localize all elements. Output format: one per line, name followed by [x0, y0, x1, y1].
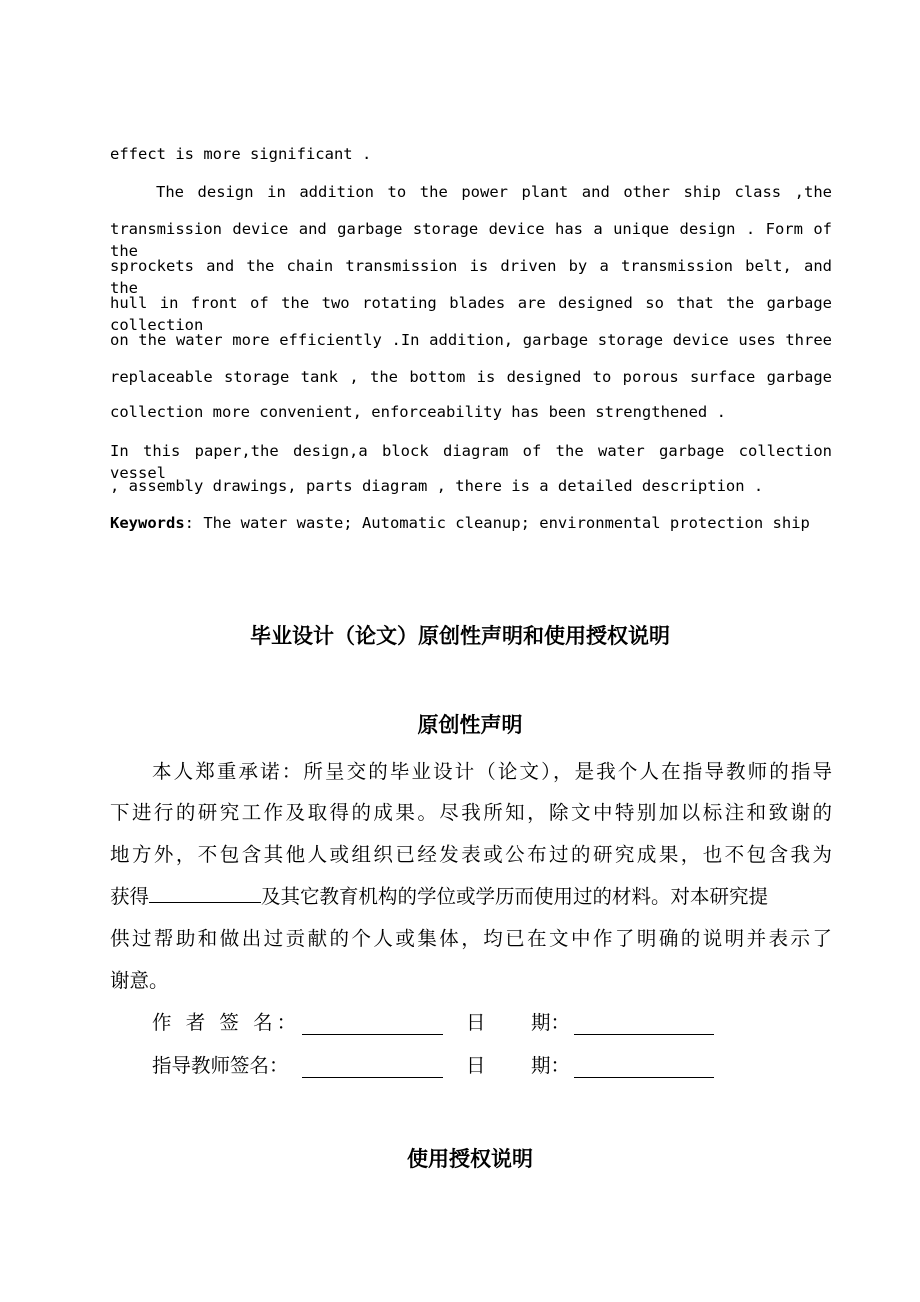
- abstract-line: transmission device and garbage storage device has a unique design . Form of the: [110, 220, 832, 260]
- statement-text: 及其它教育机构的学位或学历而使用过的材料。对本研究提: [261, 885, 769, 908]
- statement-text: 获得: [110, 885, 150, 908]
- abstract-line: sprockets and the chain transmission is driven by a transmission belt, and the: [110, 257, 832, 297]
- keywords-label: Keywords: [110, 514, 185, 532]
- page-title: 毕业设计（论文）原创性声明和使用授权说明: [250, 624, 670, 648]
- abstract-line: , assembly drawings, parts diagram , there is a detailed description .: [110, 477, 764, 495]
- supervisor-signature-row: [152, 1051, 732, 1081]
- section-heading-originality: 原创性声明: [417, 713, 523, 737]
- author-signature-label: 作 者 签 名：: [152, 1011, 301, 1034]
- abstract-line: collection more convenient, enforceability has been strengthened .: [110, 403, 726, 421]
- statement-line: 地方外，不包含其他人或组织已经发表或公布过的研究成果，也不包含我为: [110, 843, 832, 866]
- statement-line: [110, 882, 832, 912]
- section-heading-authorization: 使用授权说明: [407, 1147, 533, 1171]
- date-label-char1: 日: [466, 1054, 486, 1077]
- date-label-char1: 日: [466, 1011, 486, 1034]
- degree-blank: [149, 882, 261, 903]
- author-date-line: [574, 1034, 714, 1035]
- abstract-line: The design in addition to the power plant and other ship class ,the: [156, 183, 832, 201]
- date-label-char2: 期：: [531, 1054, 571, 1077]
- abstract-line: In this paper,the design,a block diagram of the water garbage collection vessel: [110, 442, 832, 482]
- date-label-char2: 期：: [531, 1011, 571, 1034]
- supervisor-date-line: [574, 1077, 714, 1078]
- abstract-line: hull in front of the two rotating blades are designed so that the garbage collection: [110, 294, 832, 334]
- statement-line: 本人郑重承诺：所呈交的毕业设计（论文），是我个人在指导教师的指导: [152, 760, 832, 783]
- abstract-line: replaceable storage tank , the bottom is designed to porous surface garbage: [110, 368, 832, 386]
- statement-line: 谢意。: [110, 969, 169, 992]
- author-signature-row: [152, 1008, 732, 1038]
- statement-line: 供过帮助和做出过贡献的个人或集体，均已在文中作了明确的说明并表示了: [110, 927, 832, 950]
- keywords-text: : The water waste; Automatic cleanup; environmental protection ship: [184, 514, 810, 532]
- supervisor-signature-label: 指导教师签名：: [152, 1054, 289, 1077]
- abstract-line: on the water more efficiently .In addition, garbage storage device uses three: [110, 331, 832, 349]
- keywords-line: [110, 514, 832, 532]
- abstract-line: effect is more significant .: [110, 145, 372, 163]
- statement-line: 下进行的研究工作及取得的成果。尽我所知，除文中特别加以标注和致谢的: [110, 801, 832, 824]
- author-signature-line: [302, 1034, 443, 1035]
- supervisor-signature-line: [302, 1077, 443, 1078]
